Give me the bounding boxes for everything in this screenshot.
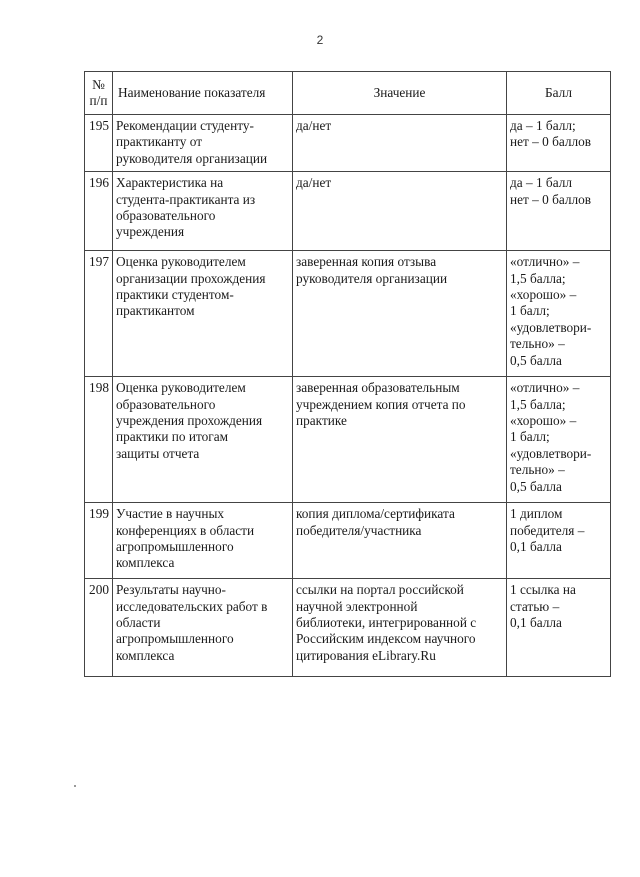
row-name: Результаты научно- исследовательских работ в области агропромышленного комплекса	[113, 579, 293, 677]
page-number: 2	[316, 33, 324, 47]
table-row	[85, 172, 611, 251]
row-num: 199	[85, 503, 113, 579]
row-value: заверенная образовательным учреждением копия отчета по практике	[293, 377, 507, 503]
header-name: Наименование показателя	[113, 72, 293, 115]
row-num: 200	[85, 579, 113, 677]
row-score: «отлично» – 1,5 балла; «хорошо» – 1 балл; «удовлетвори- тельно» – 0,5 балла	[507, 251, 611, 377]
header-num: № п/п	[85, 72, 113, 115]
row-value: копия диплома/сертификата победителя/участника	[293, 503, 507, 579]
table-row	[85, 377, 611, 503]
row-value: да/нет	[293, 115, 507, 172]
row-score: «отлично» – 1,5 балла; «хорошо» – 1 балл; «удовлетвори- тельно» – 0,5 балла	[507, 377, 611, 503]
row-score: да – 1 балл; нет – 0 баллов	[507, 115, 611, 172]
table-row	[85, 251, 611, 377]
row-value: да/нет	[293, 172, 507, 251]
row-num: 197	[85, 251, 113, 377]
table-row	[85, 115, 611, 172]
table-header-row	[85, 72, 611, 115]
row-name: Участие в научных конференциях в области агропромышленного комплекса	[113, 503, 293, 579]
row-score: 1 диплом победителя – 0,1 балла	[507, 503, 611, 579]
table-row	[85, 579, 611, 677]
row-num: 196	[85, 172, 113, 251]
row-value: заверенная копия отзыва руководителя организации	[293, 251, 507, 377]
row-score: 1 ссылка на статью – 0,1 балла	[507, 579, 611, 677]
indicators-table	[84, 71, 611, 677]
row-score: да – 1 балл нет – 0 баллов	[507, 172, 611, 251]
header-score: Балл	[507, 72, 611, 115]
row-value: ссылки на портал российской научной электронной библиотеки, интегрированной с Российским индексом научного цитирования eLibrary.Ru	[293, 579, 507, 677]
scan-speck	[74, 785, 76, 787]
row-name: Рекомендации студенту- практиканту от руководителя организации	[113, 115, 293, 172]
row-name: Характеристика на студента-практиканта из образовательного учреждения	[113, 172, 293, 251]
row-name: Оценка руководителем образовательного учреждения прохождения практики по итогам защиты отчета	[113, 377, 293, 503]
table-row	[85, 503, 611, 579]
row-num: 195	[85, 115, 113, 172]
header-value: Значение	[293, 72, 507, 115]
row-name: Оценка руководителем организации прохождения практики студентом- практикантом	[113, 251, 293, 377]
row-num: 198	[85, 377, 113, 503]
